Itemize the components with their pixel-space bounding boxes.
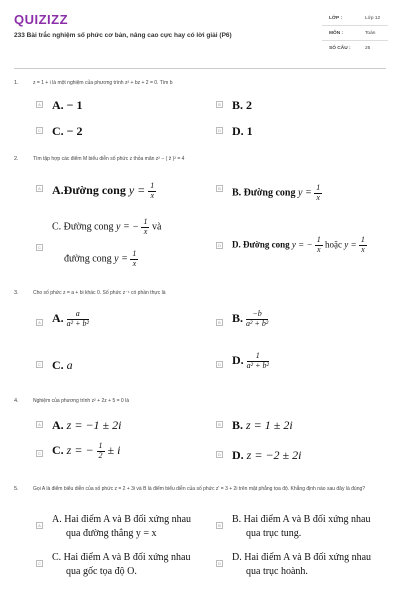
quizizz-logo: QUIZIZZ — [14, 12, 69, 27]
header-divider — [14, 68, 386, 69]
question-text: Nghiệm của phương trình z² + 2z + 5 = 0 là — [33, 398, 129, 404]
quiz-title: 233 Bài trắc nghiệm số phức cơ bản, nâng cao cực hay có lời giải (P6) — [14, 32, 232, 39]
question-text: Cho số phức z = a + bi khác 0. Số phức z⁻¹ có phần thực là — [33, 290, 166, 296]
question-text: Tìm tập hợp các điểm M biểu diễn số phức z thỏa mãn z² − ( z̄ )² = 4 — [33, 156, 185, 162]
question-text: z = 1 + i là một nghiệm của phương trình z² + bz + 2 = 0. Tìm b — [33, 80, 173, 86]
worksheet-header: QUIZIZZ 233 Bài trắc nghiệm số phức cơ bản, nâng cao cực hay có lời giải (P6) LỚP : Lớp 12 MÔN : Toán SỐ CÂU : 25 — [0, 0, 400, 64]
question-text: Gọi A là điểm biểu diễn của số phức z = 2 + 3i và B là điểm biểu diễn của số phức z' = 3 + 2i trên mặt phẳng tọa độ. Khẳng định nào sau đây là đúng? — [33, 486, 366, 492]
